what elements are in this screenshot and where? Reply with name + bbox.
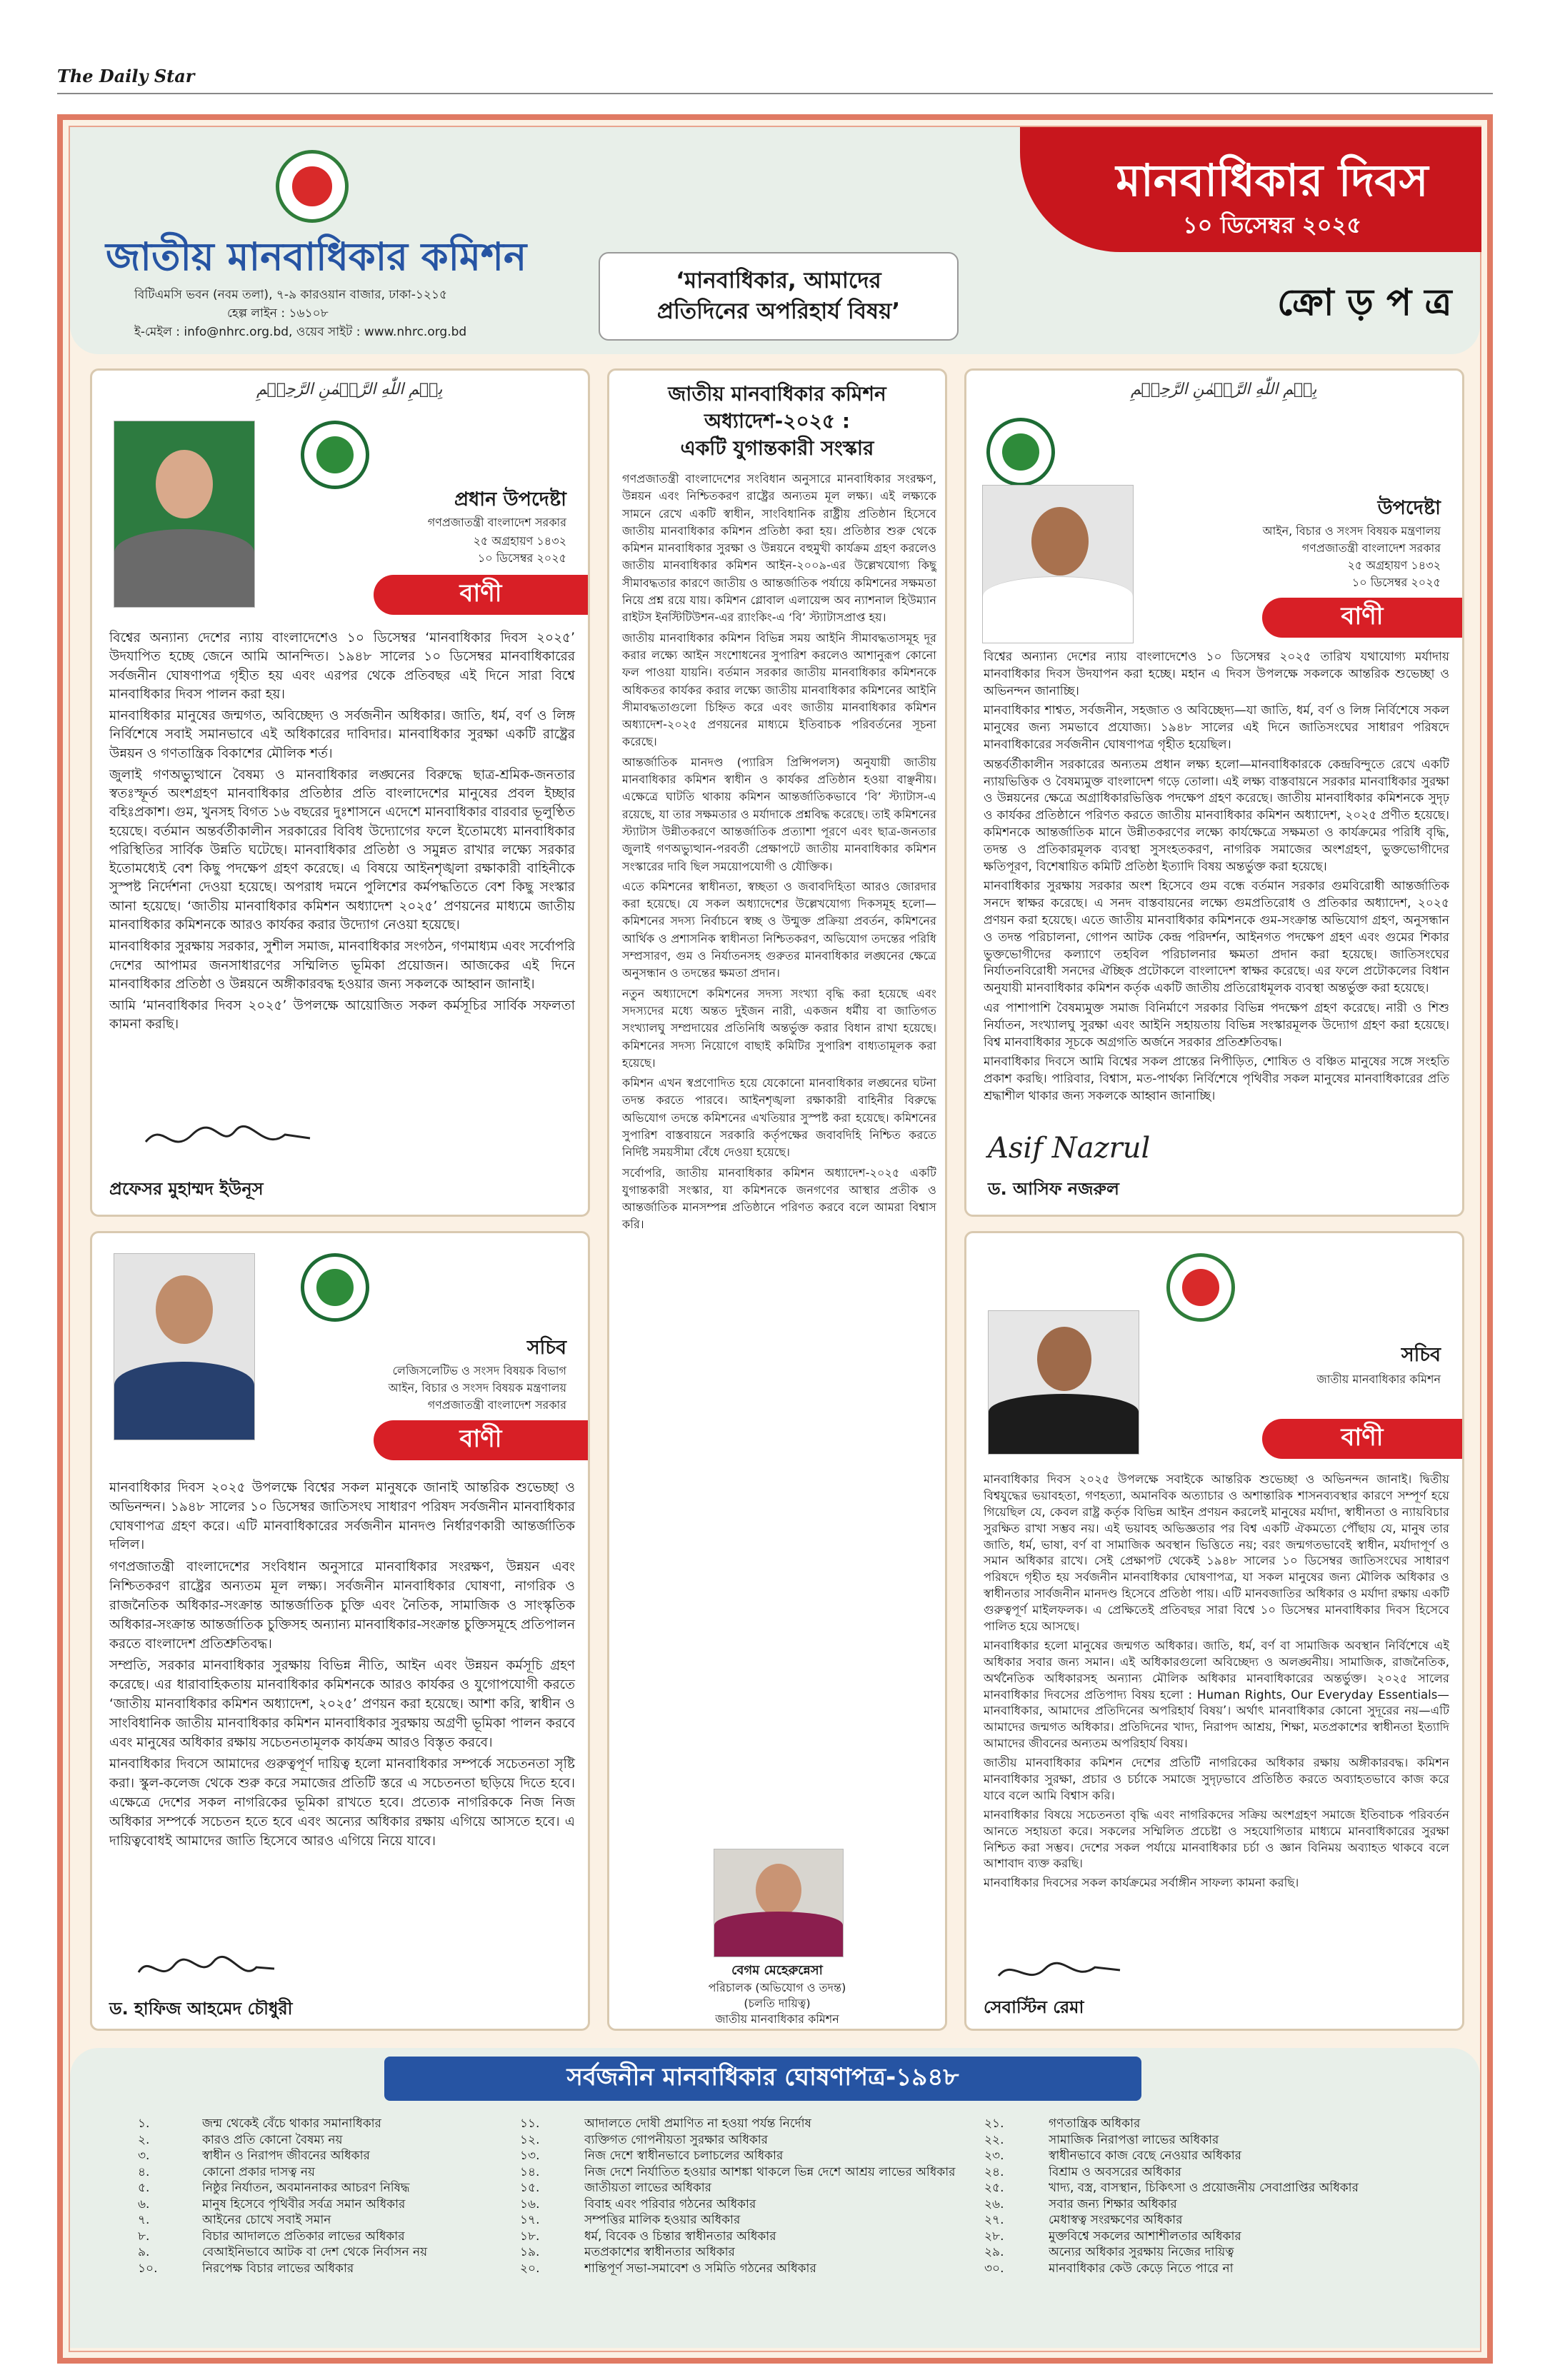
chief-adviser-card	[90, 368, 590, 1217]
list-item-number: ১৬.	[520, 2196, 540, 2211]
legislative-secretary-name: ড. হাফিজ আহমেদ চৌধুরী	[109, 1999, 293, 2019]
author-org: জাতীয় মানবাধিকার কমিশন	[715, 2012, 839, 2026]
list-item-number: ১৫.	[520, 2181, 540, 2195]
author-photo	[714, 1849, 844, 1957]
list-item-number: ১৪.	[520, 2164, 540, 2179]
list-item-text: জন্ম থেকেই বেঁচে থাকার সমানাধিকার	[202, 2117, 381, 2131]
list-item-number: ২০.	[520, 2261, 540, 2276]
bd-govt-emblem-icon	[301, 1253, 369, 1322]
article-title-2: অধ্যাদেশ-২০২৫ :	[704, 409, 851, 433]
list-item	[138, 2148, 509, 2164]
list-item	[138, 2261, 509, 2277]
list-item-number: ১.	[138, 2117, 150, 2131]
list-item-number: ১১.	[520, 2117, 540, 2131]
list-item-text: কারও প্রতি কোনো বৈষম্য নয়	[202, 2132, 343, 2147]
list-item-number: ৩০.	[984, 2261, 1004, 2276]
author-role-note: (চলতি দায়িত্ব)	[744, 1997, 811, 2010]
paragraph: গণপ্রজাতন্ত্রী বাংলাদেশের সংবিধান অনুসারে মানবাধিকার সংরক্ষণ, উন্নয়ন এবং নিশ্চিতকরণ রাষ্ট্রের অন্যতম মূল লক্ষ্য। এই লক্ষ্যকে সামনে রেখে একটি স্বাধীন, সাংবিধানিক রাষ্ট্রীয় প্রতিষ্ঠান হিসেবে জাতীয় মানবাধিকার কমিশন প্রতিষ্ঠা করা হয়। প্রতিষ্ঠার শুরু থেকে কমিশন মানবাধিকার সুরক্ষা ও উন্নয়নে বহুমুখী কার্যক্রম গ্রহণ করলেও জাতীয় মানবাধিকার কমিশন আইন-২০০৯-এর উল্লেখযোগ্য কিছু সীমাবদ্ধতার কারণে জাতীয় ও আন্তর্জাতিক পর্যায়ে কমিশনের সক্ষমতা নিয়ে প্রশ্ন রয়ে যায়। কমিশন গ্লোবাল এলায়েন্স অব ন্যাশনাল হিউম্যান রাইটস ইনস্টিটিউশন-এর র‍্যাংকিং-এ ‘বি’ স্ট্যাটাসপ্রাপ্ত হয়।	[622, 472, 936, 625]
paragraph: মানবাধিকার মানুষের জন্মগত, অবিচ্ছেদ্য ও সর্বজনীন অধিকার। জাতি, ধর্ম, বর্ণ ও লিঙ্গ নির্বিশেষে সবাই সমানভাবে এই অধিকারের দাবিদার। মানবাধিকার সুরক্ষা একটি রাষ্ট্রের উন্নয়ন ও গণতান্ত্রিক বিকাশের মৌলিক শর্ত।	[109, 708, 575, 761]
adviser-card	[964, 368, 1464, 1217]
list-item	[138, 2116, 509, 2132]
list-item-number: ৮.	[138, 2229, 150, 2244]
list-item-text: স্বাধীন ও নিরাপদ জীবনের অধিকার	[202, 2149, 370, 2163]
human-rights-day-banner	[1020, 127, 1481, 252]
paragraph: সম্প্রতি, সরকার মানবাধিকার সুরক্ষায় বিভিন্ন নীতি, আইন এবং উন্নয়ন কর্মসূচি গ্রহণ করেছে। এর ধারাবাহিকতায় মানবাধিকার কমিশনকে আরও কার্যকর ও যুগোপযোগী করতে ‘জাতীয় মানবাধিকার কমিশন অধ্যাদেশ, ২০২৫’ প্রণয়ন করা হয়েছে। আশা করি, স্বাধীন ও সাংবিধানিক জাতীয় মানবাধিকার কমিশন মানবাধিকার সুরক্ষায় অগ্রণী ভূমিকা পালন করবে এবং মানুষের অধিকার রক্ষায় সচেতনতামূলক কার্যক্রম আরও বিস্তৃত করবে।	[109, 1658, 575, 1750]
paragraph: মানবাধিকার সুরক্ষায় সরকার অংশ হিসেবে গুম বন্ধে বর্তমান সরকার গুমবিরোধী আন্তর্জাতিক সনদে স্বাক্ষর করেছে। এ সনদ বাস্তবায়নের লক্ষ্যে গুমপ্রতিরোধ ও প্রতিকার অধ্যাদেশ, ২০২৫ প্রণয়ন করা হয়েছে। এতে জাতীয় মানবাধিকার কমিশনকে গুম-সংক্রান্ত অভিযোগ গ্রহণ, অনুসন্ধান ও তদন্ত পরিচালনা, গোপন আটক কেন্দ্র পরিদর্শন, আইনগত পদক্ষেপ গ্রহণ এবং গুমের শিকার ভুক্তভোগীদের কল্যাণে তহবিল পরিচালনার ক্ষমতা প্রদান করা হয়েছে। জাতিসংঘের নির্যাতনবিরোধী সনদের ঐচ্ছিক প্রটোকলে বাংলাদেশ স্বাক্ষর করেছে। এর ফলে প্রটোকলের বিধান অনুযায়ী মানবাধিকার কমিশন কর্তৃক একটি জাতীয় প্রতিরোধমূলক ব্যবস্থা অন্তর্ভুক্ত করা হয়েছে।	[984, 879, 1449, 996]
legislative-secretary-signature	[135, 1947, 278, 1990]
list-item	[520, 2132, 963, 2149]
paragraph: মানবাধিকার দিবস ২০২৫ উপলক্ষে সবাইকে আন্তরিক শুভেচ্ছা ও অভিনন্দন জানাই। দ্বিতীয় বিশ্বযুদ্ধের ভয়াবহতা, গণহত্যা, অমানবিক অত্যাচার ও অশান্তারিক শাসনব্যবস্থার কারণে সম্পূর্ণ হয়ে গিয়েছিল যে, কেবল রাষ্ট্র কর্তৃক বিভিন্ন আইন প্রণয়ন করলেই মানুষের মর্যাদা, স্বাধীনতা ও ন্যায়বিচার সুরক্ষিত রাখা সম্ভব নয়। এই ভয়াবহ অভিজ্ঞতার পর বিশ্ব একটি ঐকমত্যে পৌঁছায় যে, মানুষ তার জাতি, ধর্ম, ভাষা, বর্ণ বা সামাজিক অবস্থান ভিত্তিতে নয়; বরং জন্মগতভাবেই স্বাধীন, মর্যাদাপূর্ণ ও সমান অধিকার রাখে। সেই প্রেক্ষাপট থেকেই ১৯৪৮ সালের ১০ ডিসেম্বর জাতিসংঘের সাধারণ পরিষদে গৃহীত হয় সর্বজনীন মানবাধিকার ঘোষণাপত্র, যা সকল মানুষের জন্য মৌলিক অধিকার ও স্বাধীনতার সার্বজনীন মানদণ্ড হিসেবে প্রতিষ্ঠা পায়। এটি মানবজাতির অধিকার ও মর্যাদা রক্ষায় একটি গুরুত্বপূর্ণ মাইলফলক। এ প্রেক্ষিতেই প্রতিবছর সারা বিশ্বে ১০ ডিসেম্বর মানবাধিকার দিবস হিসেবে পালিত হয়ে আসছে।	[984, 1472, 1449, 1634]
paragraph: আমি ‘মানবাধিকার দিবস ২০২৫’ উপলক্ষে আয়োজিত সকল কর্মসূচির সার্বিক সফলতা কামনা করছি।	[109, 998, 575, 1033]
article-title-3: একটি যুগান্তকারী সংস্কার	[680, 436, 874, 460]
nhrc-secretary-photo	[988, 1310, 1139, 1455]
list-item	[520, 2244, 963, 2261]
chief-adviser-title: প্রধান উপদেষ্টা	[454, 488, 566, 511]
list-item	[984, 2116, 1456, 2132]
paragraph: এর পাশাপাশি বৈষম্যমুক্ত সমাজ বিনির্মাণে সরকার বিভিন্ন পদক্ষেপ গ্রহণ করেছে। নারী ও শিশু নির্যাতন, সংখ্যালঘু সুরক্ষা এবং আইনি সহায়তায় বিভিন্ন সংস্কারমূলক উদ্যোগ গ্রহণ করা হয়েছে। বিশ্ব মানবাধিকার সূচকে অগ্রগতি অর্জনে সরকার প্রতিশ্রুতিবদ্ধ।	[984, 1000, 1449, 1050]
org-helpline: হেল্প লাইন : ১৬১০৮	[227, 306, 329, 321]
declaration-column-3	[984, 2116, 1456, 2276]
adviser-date-en: ১০ ডিসেম্বর ২০২৫	[1351, 576, 1441, 589]
list-item-number: ২৭.	[984, 2213, 1004, 2227]
paragraph: অন্তর্বর্তীকালীন সরকারের অন্যতম প্রধান লক্ষ্য হলো—মানবাধিকারকে কেন্দ্রবিন্দুতে রেখে একটি ন্যায়ভিত্তিক ও বৈষম্যমুক্ত বাংলাদেশ গড়ে তোলা। এই লক্ষ্য বাস্তবায়নে সরকার মানবাধিকার সুরক্ষা ও উন্নয়নের ক্ষেত্রে অগ্রাধিকারভিত্তিক পদক্ষেপ গ্রহণ করেছে। জাতীয় মানবাধিকার কমিশনকে সুদৃঢ় ও কার্যকর প্রতিষ্ঠানে পরিণত করতে জাতীয় মানবাধিকার কমিশন অধ্যাদেশ, ২০২৫ প্রণীত হয়েছে। কমিশনকে আন্তর্জাতিক মানে উন্নীতকরণের লক্ষ্যে কার্যক্ষেত্রে সক্ষমতা ও কার্যক্রমের পরিধি বৃদ্ধি, তদন্ত ও প্রতিকারমূলক ব্যবস্থা সুসংহতকরণ, নাগরিক সমাজের অংশগ্রহণ, ভুক্তভোগীদের ক্ষতিপূরণ, বিশেষায়িত কমিটি প্রতিষ্ঠা ইত্যাদি বিষয় অন্তর্ভুক্ত করা হয়েছে।	[984, 757, 1449, 874]
bd-govt-emblem-icon	[301, 421, 369, 489]
paragraph: বিশ্বের অন্যান্য দেশের ন্যায় বাংলাদেশেও ১০ ডিসেম্বর ‘মানবাধিকার দিবস ২০২৫’ উদযাপিত হচ্ছে জেনে আমি আনন্দিত। ১৯৪৮ সালের ১০ ডিসেম্বর মানবাধিকারের সর্বজনীন ঘোষণাপত্র গৃহীত হয় এবং এরপর থেকে প্রতিবছর এই দিনে সারা বিশ্বে মানবাধিকার দিবস পালন করা হয়।	[109, 631, 575, 702]
chief-adviser-office: গণপ্রজাতন্ত্রী বাংলাদেশ সরকার	[427, 516, 566, 529]
legislative-secretary-office-2: আইন, বিচার ও সংসদ বিষয়ক মন্ত্রণালয়	[388, 1381, 566, 1395]
adviser-office-2: গণপ্রজাতন্ত্রী বাংলাদেশ সরকার	[1301, 541, 1441, 555]
list-item	[138, 2180, 509, 2196]
list-item	[520, 2180, 963, 2196]
list-item-number: ১৮.	[520, 2229, 540, 2244]
legislative-secretary-photo	[114, 1253, 255, 1440]
adviser-name: ড. আসিফ নজরুল	[988, 1179, 1119, 1199]
paragraph: নতুন অধ্যাদেশে কমিশনের সদস্য সংখ্যা বৃদ্ধি করা হয়েছে এবং সদস্যদের মধ্যে অন্তত দুইজন নারী, একজন ধর্মীয় বা জাতিগত সংখ্যালঘু সম্প্রদায়ের প্রতিনিধি অন্তর্ভুক্ত করার বিধান রাখা হয়েছে। কমিশনের সদস্য নিয়োগে বাছাই কমিটির সুপারিশ বাধ্যতামূলক করা হয়েছে।	[622, 986, 936, 1070]
list-item	[520, 2196, 963, 2213]
nhrc-secretary-message-tag: বাণী	[1262, 1419, 1462, 1459]
list-item-text: আইনের চোখে সবাই সমান	[202, 2213, 331, 2227]
list-item-text: ব্যক্তিগত গোপনীয়তা সুরক্ষার অধিকার	[584, 2132, 769, 2147]
list-item-number: ৯.	[138, 2245, 150, 2259]
bismillah: بِسۡمِ اللّٰهِ الرَّحۡمٰنِ الرَّحِيۡمِ	[256, 381, 443, 398]
list-item-number: ২৫.	[984, 2181, 1004, 2195]
adviser-photo	[982, 485, 1134, 643]
list-item-number: ২১.	[984, 2117, 1004, 2131]
list-item-text: নিজ দেশে স্বাধীনভাবে চলাচলের অধিকার	[584, 2149, 784, 2163]
list-item-number: ১৯.	[520, 2245, 540, 2259]
list-item-number: ৭.	[138, 2213, 150, 2227]
list-item-text: অন্যের অধিকার সুরক্ষায় নিজের দায়িত্ব	[1049, 2245, 1234, 2259]
list-item	[984, 2244, 1456, 2261]
list-item-number: ১২.	[520, 2132, 540, 2147]
chief-adviser-message	[109, 629, 575, 1038]
list-item-number: ২৪.	[984, 2164, 1004, 2179]
bismillah: بِسۡمِ اللّٰهِ الرَّحۡمٰنِ الرَّحِيۡمِ	[1131, 381, 1317, 398]
list-item	[984, 2261, 1456, 2277]
list-item-text: বিবাহ এবং পরিবার গঠনের অধিকার	[584, 2196, 756, 2211]
list-item	[138, 2212, 509, 2229]
paragraph: মানবাধিকার বিষয়ে সচেতনতা বৃদ্ধি এবং নাগরিকদের সক্রিয় অংশগ্রহণ সমাজে ইতিবাচক পরিবর্তন আনতে সহায়তা করে। সকলের সম্মিলিত প্রচেষ্টা ও সহযোগিতার মাধ্যমে মানবাধিকারের সুরক্ষা নিশ্চিত করা সম্ভব। দেশের সকল পর্যায়ে মানবাধিকার চর্চা ও জ্ঞান বিনিময় অব্যাহত থাকবে বলে আশাবাদ ব্যক্ত করছি।	[984, 1807, 1449, 1871]
paragraph: মানবাধিকার দিবসে আমি বিশ্বের সকল প্রান্তের নিপীড়িত, শোষিত ও বঞ্চিত মানুষের সঙ্গে সংহতি প্রকাশ করছি। পারিবার, বিশ্বাস, মত-পার্থক্য নির্বিশেষে পৃথিবীর সকল মানুষের মানবাধিকারের প্রতি শ্রদ্ধাশীল থাকার জন্য সকলকে আহ্বান জানাচ্ছি।	[984, 1055, 1449, 1103]
list-item	[984, 2196, 1456, 2213]
adviser-signature: Asif Nazrul	[988, 1132, 1151, 1165]
list-item	[520, 2212, 963, 2229]
declaration-title: সর্বজনীন মানবাধিকার ঘোষণাপত্র-১৯৪৮	[384, 2057, 1141, 2101]
paragraph: মানবাধিকার দিবসে আমাদের গুরুত্বপূর্ণ দায়িত্ব হলো মানবাধিকার সম্পর্কে সচেতনতা সৃষ্টি করা। স্কুল-কলেজ থেকে শুরু করে সমাজের প্রতিটি স্তরে এ সচেতনতা ছড়িয়ে দিতে হবে। এক্ষেত্রে দেশের সকল নাগরিকের ভূমিকা রাখতে হবে। প্রত্যেক নাগরিককে নিজ নিজ অধিকার সম্পর্কে সচেতন হতে হবে এবং অন্যের অধিকার রক্ষায় এগিয়ে আসতে হবে। এ দায়িত্ববোধই আমাদের জাতি হিসেবে আরও এগিয়ে নিয়ে যাবে।	[109, 1757, 575, 1849]
list-item-text: নিরপেক্ষ বিচার লাভের অধিকার	[202, 2261, 354, 2276]
supplement-label: ক্রো ড় প ত্র	[1277, 281, 1452, 324]
slogan-line-2: প্রতিদিনের অপরিহার্য বিষয়’	[656, 298, 901, 324]
list-item-text: বিশ্রাম ও অবসরের অধিকার	[1049, 2164, 1182, 2179]
list-item-text: সম্পত্তির মালিক হওয়ার অধিকার	[584, 2213, 741, 2227]
masthead: The Daily Star	[57, 66, 195, 86]
list-item	[138, 2132, 509, 2149]
org-contact: ই-মেইল : info@nhrc.org.bd, ওয়েব সাইট : www.nhrc.org.bd	[134, 325, 467, 339]
paragraph: মানবাধিকার সুরক্ষায় সরকার, সুশীল সমাজ, মানবাধিকার সংগঠন, গণমাধ্যম এবং সর্বোপরি দেশের আপামর জনসাধারণের সম্মিলিত ভূমিকা প্রয়োজন। আজকের এই দিনে মানবাধিকার প্রতিষ্ঠা ও উন্নয়নে অঙ্গীকারবদ্ধ হওয়ার জন্য সকলকে আহ্বান জানাই।	[109, 939, 575, 992]
legislative-secretary-office-1: লেজিসলেটিভ ও সংসদ বিষয়ক বিভাগ	[392, 1364, 566, 1377]
list-item-text: সামাজিক নিরাপত্তা লাভের অধিকার	[1049, 2132, 1219, 2147]
nhrc-emblem-icon	[1166, 1253, 1235, 1322]
adviser-date-bn: ২৫ অগ্রহায়ণ ১৪৩২	[1347, 558, 1441, 572]
article-body	[622, 471, 936, 1237]
author-name: বেগম মেহেরুন্নেসা	[731, 1963, 823, 1978]
list-item-text: সবার জন্য শিক্ষার অধিকার	[1049, 2196, 1177, 2211]
list-item-text: কোনো প্রকার দাসত্ব নয়	[202, 2164, 316, 2179]
nhrc-secretary-name: সেবাস্টিন রেমা	[984, 1997, 1084, 2017]
list-item	[520, 2148, 963, 2164]
list-item-text: খাদ্য, বস্ত্র, বাসস্থান, চিকিৎসা ও প্রয়োজনীয় সেবাপ্রাপ্তির অধিকার	[1049, 2181, 1359, 2195]
bd-govt-emblem-icon	[986, 418, 1055, 486]
paragraph: বিশ্বের অন্যান্য দেশের ন্যায় বাংলাদেশেও ১০ ডিসেম্বর ২০২৫ তারিখ যথাযোগ্য মর্যাদায় মানবাধিকার দিবস উদযাপন করা হচ্ছে। মহান এ দিবস উপলক্ষে সকলকে আন্তরিক শুভেচ্ছা ও অভিনন্দন জানাচ্ছি।	[984, 650, 1449, 698]
list-item-text: মানুষ হিসেবে পৃথিবীর সর্বত্র সমান অধিকার	[202, 2196, 406, 2211]
list-item-text: স্বাধীনভাবে কাজ বেছে নেওয়ার অধিকার	[1049, 2149, 1241, 2163]
nhrc-secretary-card	[964, 1231, 1464, 2031]
paragraph: কমিশন এখন স্বপ্রণোদিত হয়ে যেকোনো মানবাধিকার লঙ্ঘনের ঘটনা তদন্ত করতে পারবে। আইনশৃঙ্খলা রক্ষাকারী বাহিনীর বিরুদ্ধে অভিযোগ তদন্তে কমিশনের এখতিয়ার সুস্পষ্ট করা হয়েছে। কমিশনের সুপারিশ বাস্তবায়নে সরকারি কর্তৃপক্ষের জবাবদিহি নিশ্চিত করতে নির্দিষ্ট সময়সীমা বেঁধে দেওয়া হয়েছে।	[622, 1076, 936, 1160]
adviser-message	[984, 649, 1449, 1108]
list-item	[138, 2196, 509, 2213]
nhrc-emblem-icon	[276, 150, 349, 223]
paragraph: সর্বোপরি, জাতীয় মানবাধিকার কমিশন অধ্যাদেশ-২০২৫ একটি যুগান্তকারী সংস্কার, যা কমিশনকে জনগণের আস্থার প্রতীক ও আন্তর্জাতিক মানসম্পন্ন প্রতিষ্ঠানে পরিণত করবে বলে আমরা বিশ্বাস করি।	[622, 1165, 936, 1232]
org-address: বিটিএমসি ভবন (নবম তলা), ৭-৯ কারওয়ান বাজার, ঢাকা-১২১৫	[134, 288, 448, 302]
list-item	[520, 2116, 963, 2132]
chief-adviser-photo	[114, 421, 255, 608]
chief-adviser-message-tag: বাণী	[374, 575, 588, 615]
ordinance-article-card	[607, 368, 947, 2031]
paragraph: মানবাধিকার দিবসের সকল কার্যক্রমের সর্বাঙ্গীন সাফল্য কামনা করছি।	[984, 1876, 1299, 1890]
list-item-text: গণতান্ত্রিক অধিকার	[1049, 2117, 1141, 2131]
list-item	[520, 2229, 963, 2245]
list-item	[984, 2212, 1456, 2229]
chief-adviser-signature	[142, 1113, 314, 1163]
declaration-column-2	[520, 2116, 963, 2276]
list-item	[520, 2261, 963, 2277]
list-item	[984, 2229, 1456, 2245]
paragraph: গণপ্রজাতন্ত্রী বাংলাদেশের সংবিধান অনুসারে মানবাধিকার সংরক্ষণ, উন্নয়ন এবং নিশ্চিতকরণ রাষ্ট্রের অন্যতম মূল লক্ষ্য। সর্বজনীন মানবাধিকার ঘোষণা, নাগরিক ও রাজনৈতিক অধিকার-সংক্রান্ত আন্তর্জাতিক চুক্তি এবং নৈতিক, সামাজিক ও সাংস্কৃতিক অধিকার-সংক্রান্ত আন্তর্জাতিক চুক্তিসহ অন্যান্য মানবাধিকার-সংক্রান্ত চুক্তিসমূহে প্রতিপালন করতে বাংলাদেশ প্রতিশ্রুতিবদ্ধ।	[109, 1560, 575, 1652]
list-item	[138, 2244, 509, 2261]
chief-adviser-date-en: ১০ ডিসেম্বর ২০২৫	[477, 551, 566, 565]
legislative-secretary-title: সচিব	[526, 1337, 566, 1359]
paragraph: মানবাধিকার দিবস ২০২৫ উপলক্ষে বিশ্বের সকল মানুষকে জানাই আন্তরিক শুভেচ্ছা ও অভিনন্দন। ১৯৪৮ সালের ১০ ডিসেম্বর জাতিসংঘ সাধারণ পরিষদ সর্বজনীন মানবাধিকার ঘোষণাপত্র গ্রহণ করে। এটি মানবাধিকারের সর্বজনীন মানদণ্ড নির্ধারণকারী আন্তর্জাতিক দলিল।	[109, 1480, 575, 1553]
list-item-number: ৬.	[138, 2196, 150, 2211]
list-item-number: ৫.	[138, 2181, 150, 2195]
paragraph: জাতীয় মানবাধিকার কমিশন দেশের প্রতিটি নাগরিকের অধিকার রক্ষায় অঙ্গীকারবদ্ধ। কমিশন মানবাধিকার সুরক্ষা, প্রচার ও চর্চাকে সমাজে সুদৃঢ়ভাবে প্রতিষ্ঠিত করতে অব্যাহতভাবে কাজ করে যাবে বলে আমি বিশ্বাস করি।	[984, 1756, 1449, 1802]
paragraph: এতে কমিশনের স্বাধীনতা, স্বচ্ছতা ও জবাবদিহিতা আরও জোরদার করা হয়েছে। যে সকল অধ্যাদেশের উল্লেখযোগ্য দিকসমূহ হলো—কমিশনের সদস্য নির্বাচনে স্বচ্ছ ও উন্মুক্ত প্রক্রিয়া প্রবর্তন, কমিশনের আর্থিক ও প্রশাসনিক স্বাধীনতা নিশ্চিতকরণ, অভিযোগ তদন্তের পরিধি সম্প্রসারণ, গুম ও নির্যাতনসহ গুরুতর মানবাধিকার লঙ্ঘনের ক্ষেত্রে অনুসন্ধান ও তদন্তের ক্ষমতা প্রদান।	[622, 879, 936, 980]
banner-title: মানবাধিকার দিবস	[1116, 154, 1429, 206]
slogan-line-1: ‘মানবাধিকার, আমাদের	[676, 267, 881, 293]
adviser-office-1: আইন, বিচার ও সংসদ বিষয়ক মন্ত্রণালয়	[1262, 524, 1441, 538]
slogan-box	[599, 252, 959, 341]
list-item-number: ৪.	[138, 2164, 150, 2179]
paragraph: মানবাধিকার শাশ্বত, সর্বজনীন, সহজাত ও অবিচ্ছেদ্য—যা জাতি, ধর্ম, বর্ণ ও লিঙ্গ নির্বিশেষে সকল মানুষের জন্য সমভাবে প্রযোজ্য। ১৯৪৮ সালের এই দিনে জাতিসংঘের সাধারণ পরিষদে মানবাধিকারের সর্বজনীন ঘোষণাপত্র গৃহীত হয়েছিল।	[984, 703, 1449, 752]
declaration-column-1	[138, 2116, 509, 2276]
nhrc-secretary-title: সচিব	[1401, 1344, 1441, 1366]
legislative-secretary-message-tag: বাণী	[374, 1420, 588, 1460]
list-item-number: ১৭.	[520, 2213, 540, 2227]
list-item-text: শান্তিপূর্ণ সভা-সমাবেশ ও সমিতি গঠনের অধিকার	[584, 2261, 816, 2276]
author-role: পরিচালক (অভিযোগ ও তদন্ত)	[708, 1981, 846, 1994]
article-title-1: জাতীয় মানবাধিকার কমিশন	[668, 382, 886, 406]
list-item	[984, 2148, 1456, 2164]
list-item-text: ধর্ম, বিবেক ও চিন্তার স্বাধীনতার অধিকার	[584, 2229, 776, 2244]
list-item-text: নিষ্ঠুর নির্যাতন, অবমাননাকর আচরণ নিষিদ্ধ	[202, 2181, 410, 2195]
paragraph: আন্তর্জাতিক মানদণ্ড (প্যারিস প্রিন্সিপলস) অনুযায়ী জাতীয় মানবাধিকার কমিশন স্বাধীন ও কার্যকর প্রতিষ্ঠান হওয়া বাঞ্ছনীয়। এক্ষেত্রে ঘাটতি থাকায় কমিশন আন্তর্জাতিকভাবে ‘বি’ স্ট্যাটাস-এ রয়েছে, যা তার সক্ষমতার ও মর্যাদাকে প্রশ্নবিদ্ধ করেছে। তাই কমিশনের স্ট্যাটাস উন্নীতকরণে আন্তর্জাতিক প্রত্যাশা পূরণে এবং ছাত্র-জনতার জুলাই গণঅভ্যুত্থান-পরবর্তী প্রেক্ষাপটে জাতীয় মানবাধিকার কমিশন সংস্কারের দাবি ছিল সময়োপযোগী ও যৌক্তিক।	[622, 755, 936, 873]
org-name: জাতীয় মানবাধিকার কমিশন	[106, 234, 527, 279]
list-item-text: বিচার আদালতে প্রতিকার লাভের অধিকার	[202, 2229, 405, 2244]
adviser-message-tag: বাণী	[1262, 598, 1462, 638]
legislative-secretary-message	[109, 1479, 575, 1854]
chief-adviser-name: প্রফেসর মুহাম্মদ ইউনূস	[109, 1179, 264, 1199]
paragraph: মানবাধিকার হলো মানুষের জন্মগত অধিকার। জাতি, ধর্ম, বর্ণ বা সামাজিক অবস্থান নির্বিশেষে এই অধিকার সবার জন্য সমান। এই অধিকারগুলো অবিচ্ছেদ্য ও অলঙ্ঘনীয়। সামাজিক, রাজনৈতিক, অর্থনৈতিক অধিকারসহ অন্যান্য মৌলিক অধিকার মানবাধিকারের অন্তর্ভুক্ত। ২০২৫ সালের মানবাধিকার দিবসের প্রতিপাদ্য বিষয় হলো : Human Rights, Our Everyday Essentials—মানবাধিকার, আমাদের প্রতিদিনের অপরিহার্য বিষয়’। অর্থাৎ মানবাধিকার কোনো সুদূরের নয়—এটি আমাদের জন্মগত অধিকার। প্রতিদিনের খাদ্য, নিরাপদ আশ্রয়, শিক্ষা, মতপ্রকাশের স্বাধীনতা ইত্যাদি আমাদের জীবনের অন্যতম অপরিহার্য বিষয়।	[984, 1638, 1449, 1751]
paragraph: জাতীয় মানবাধিকার কমিশন বিভিন্ন সময় আইনি সীমাবদ্ধতাসমূহ দূর করার লক্ষ্যে আইন সংশোধনের সুপারিশ করলেও আশানুরূপ কোনো ফল পাওয়া যায়নি। বর্তমান সরকার জাতীয় মানবাধিকার কমিশনকে অধিকতর কার্যকর করার লক্ষ্যে জাতীয় মানবাধিকার কমিশনের আইনি সীমাবদ্ধতাগুলো চিহ্নিত করে এবং জাতীয় মানবাধিকার কমিশন অধ্যাদেশ-২০২৫ প্রণয়নের মাধ্যমে ইতিবাচক পরিবর্তনের সূচনা করেছে।	[622, 631, 936, 749]
list-item	[138, 2229, 509, 2245]
list-item	[520, 2164, 963, 2181]
banner-date: ১০ ডিসেম্বর ২০২৫	[1182, 211, 1362, 238]
list-item-number: ১০.	[138, 2261, 158, 2276]
list-item-number: ২২.	[984, 2132, 1004, 2147]
list-item-number: ২.	[138, 2132, 150, 2147]
list-item-text: মুক্তবিশ্বে সকলের আশাশীলতার অধিকার	[1049, 2229, 1241, 2244]
list-item-number: ১৩.	[520, 2149, 540, 2163]
paragraph: জুলাই গণঅভ্যুত্থানে বৈষম্য ও মানবাধিকার লঙ্ঘনের বিরুদ্ধে ছাত্র-শ্রমিক-জনতার স্বতঃস্ফূর্ত অংশগ্রহণ মানবাধিকার প্রতিষ্ঠার প্রতি বাংলাদেশের মানুষের প্রবল ইচ্ছার বহিঃপ্রকাশ। গুম, খুনসহ বিগত ১৬ বছরের দুঃশাসনে এদেশে মানবাধিকার বারবার ভূলুণ্ঠিত হয়েছে। বর্তমান অন্তর্বর্তীকালীন সরকারের বিবিধ উদ্যোগের ফলে ইতোমধ্যে মানবাধিকার পরিস্থিতির সার্বিক উন্নতি ঘটেছে। মানবাধিকার প্রতিষ্ঠা ও সমুন্নত রাখার লক্ষ্যে সরকার ইতোমধ্যেই বেশ কিছু পদক্ষেপ গ্রহণ করেছে। এ বিষয়ে আইনশৃঙ্খলা রক্ষাকারী বাহিনীকে সুস্পষ্ট নির্দেশনা দেওয়া হয়েছে। অপরাধ দমনে পুলিশের কর্মপদ্ধতিতে বেশ কিছু সংস্কার আনা হয়েছে। ‘জাতীয় মানবাধিকার কমিশন অধ্যাদেশ ২০২৫’ প্রণয়নের মাধ্যমে জাতীয় মানবাধিকার কমিশনকে আরও কার্যকর করার উদ্যোগ নেওয়া হয়েছে।	[109, 767, 575, 933]
list-item-number: ২৯.	[984, 2245, 1004, 2259]
legislative-secretary-card	[90, 1231, 590, 2031]
list-item-text: মেধাস্বত্ব সংরক্ষণের অধিকার	[1049, 2213, 1183, 2227]
list-item	[984, 2164, 1456, 2181]
nhrc-secretary-signature	[995, 1954, 1124, 1990]
nhrc-secretary-office: জাতীয় মানবাধিকার কমিশন	[1316, 1372, 1441, 1386]
list-item-text: বেআইনিভাবে আটক বা দেশ থেকে নির্বাসন নয়	[202, 2245, 428, 2259]
chief-adviser-date-bn: ২৫ অগ্রহায়ণ ১৪৩২	[473, 534, 566, 548]
list-item-number: ২৬.	[984, 2196, 1004, 2211]
list-item-text: আদালতে দোষী প্রমাণিত না হওয়া পর্যন্ত নির্দোষ	[584, 2117, 811, 2131]
list-item-text: মতপ্রকাশের স্বাধীনতার অধিকার	[584, 2245, 735, 2259]
nhrc-secretary-message	[984, 1472, 1449, 1894]
list-item	[138, 2164, 509, 2181]
list-item	[984, 2180, 1456, 2196]
page-frame	[57, 114, 1493, 2364]
list-item-text: নিজ দেশে নির্যাতিত হওয়ার আশঙ্কা থাকলে ভিন্ন দেশে আশ্রয় লাভের অধিকার	[584, 2164, 956, 2179]
list-item	[984, 2132, 1456, 2149]
adviser-title: উপদেষ্টা	[1377, 497, 1441, 519]
list-item-number: ২৩.	[984, 2149, 1004, 2163]
list-item-text: জাতীয়তা লাভের অধিকার	[584, 2181, 712, 2195]
list-item-number: ৩.	[138, 2149, 150, 2163]
list-item-text: মানবাধিকার কেউ কেড়ে নিতে পারে না	[1049, 2261, 1234, 2276]
legislative-secretary-office-3: গণপ্রজাতন্ত্রী বাংলাদেশ সরকার	[427, 1398, 566, 1412]
top-rule	[57, 93, 1493, 94]
list-item-number: ২৮.	[984, 2229, 1004, 2244]
